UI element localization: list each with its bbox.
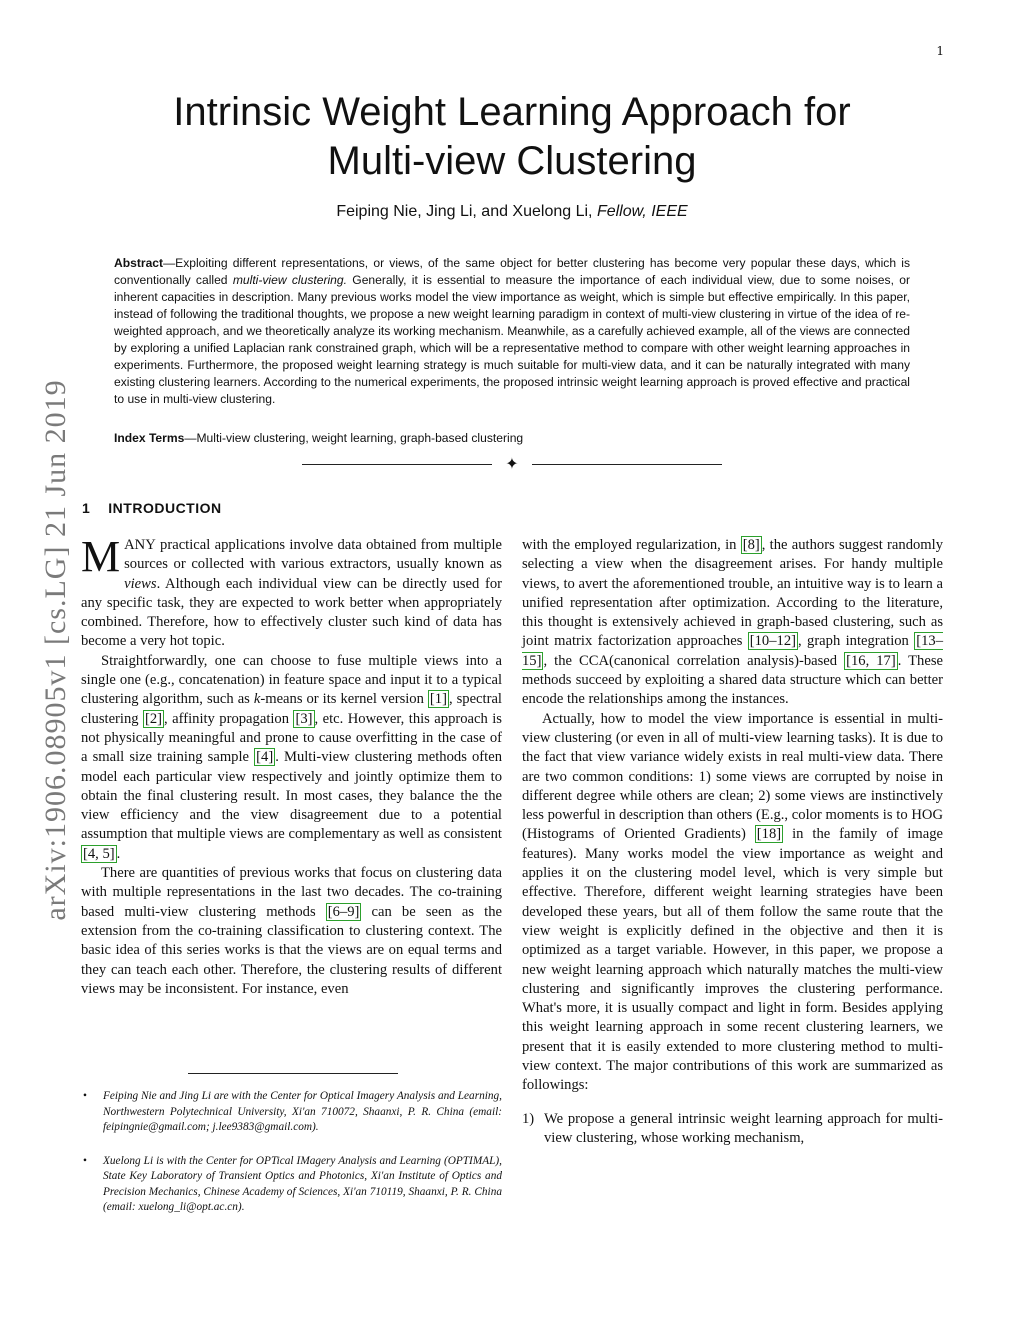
text: There are quantities of previous works that focus on clustering data with multiple representations in the last two decades. The co-training based multi-view clustering methods <box>81 865 502 920</box>
footnotes <box>81 1089 502 1234</box>
text: , the authors suggest randomly selecting a view when the disagreement arises. For handy multiple views, to avert the aforementioned trouble, an intuitive way is to learn a unified representation after optimization. According to the literature, this thought is extensively achieved in graph-based clustering, such as joint matrix factorization approaches <box>522 537 943 650</box>
math-k: k <box>253 691 261 708</box>
text: . Although each individual view can be directly used for any specific task, they are expected to work better when appropriately combined. Therefore, how to effectively cluster such kind of data has become a very hot topic. <box>81 575 502 650</box>
citation-link[interactable]: [2] <box>145 710 163 727</box>
abstract <box>114 255 910 408</box>
text: Straightforwardly, one can choose to fuse multiple views into a single one (e.g., concatenation) in feature space and input it to a typical clustering algorithm, such as <box>81 652 502 708</box>
text: , etc. However, this approach is not physically meaningful and prone to cause overfitting in the case of a small size training sample <box>81 710 502 766</box>
footnote-2 <box>81 1154 502 1216</box>
index-terms <box>114 430 910 447</box>
title-line-2: Multi-view Clustering <box>327 138 697 183</box>
text: We propose a general intrinsic weight learning approach for multi-view clustering, whose working mechanism, <box>544 1110 943 1146</box>
page-number: 1 <box>936 44 944 58</box>
text: , the CCA(canonical correlation analysis)-based <box>543 652 845 669</box>
intro-paragraph-4 <box>522 536 943 710</box>
citation-link[interactable]: [16, 17] <box>846 652 896 669</box>
right-column <box>522 536 943 1148</box>
bullet-icon: • <box>83 1090 87 1102</box>
arxiv-stamp[interactable]: arXiv:1906.08905v1 [cs.LG] 21 Jun 2019 <box>39 379 72 921</box>
author-affiliation: Fellow, IEEE <box>596 203 688 220</box>
bullet-icon: • <box>83 1154 87 1167</box>
author-names: Feiping Nie, Jing Li, and Xuelong Li, <box>336 203 593 220</box>
text: Actually, how to model the view importance is essential in multi-view clustering (or even in all of multi-view learning tasks). It is due to the fact that view variance widely exists in real multi-view data. There are two common conditions: 1) some views are corrupted by noise in different degree while others are clean; 2) some views are instinctively less powerful in description than others (E.g., color moments is to HOG (Histograms of Oriented Gradients) <box>522 710 943 843</box>
abstract-text-1: —Exploiting different representations, or views, of the same object for better clustering has become very popular these days, which is conventionally called <box>114 256 910 287</box>
intro-paragraph-1 <box>81 532 502 652</box>
text: , spectral clustering <box>81 691 502 727</box>
section-divider <box>302 456 722 472</box>
divider-line-right <box>532 464 722 465</box>
intro-paragraph-3 <box>81 864 502 999</box>
left-column <box>81 532 502 999</box>
citation-link[interactable]: [4, 5] <box>83 845 115 862</box>
text: , affinity propagation <box>164 710 294 727</box>
dropcap: M <box>81 532 121 581</box>
section-heading <box>82 500 222 516</box>
text: practical applications involve data obtained from multiple sources or collected with various extractors, usually known as <box>124 537 502 573</box>
text: with the employed regularization, in <box>522 537 741 553</box>
citation-link[interactable]: [6–9] <box>327 903 360 920</box>
citation-link[interactable]: [3] <box>295 710 313 727</box>
intro-paragraph-2 <box>81 652 502 864</box>
section-title: INTRODUCTION <box>108 500 222 516</box>
footnote-text: Feiping Nie and Jing Li are with the Center for Optical Imagery Analysis and Learning, Northwestern Polytechnical University, Xi'an 710072, Shaanxi, P. R. China (email: feipingnie@gmail.com; j.lee9383@gmail.com). <box>103 1090 502 1133</box>
footnote-text: Xuelong Li is with the Center for OPTical IMagery Analysis and Learning (OPTIMAL), State Key Laboratory of Transient Optics and Photonics, Xi'an Institute of Optics and Precision Mechanics, Chinese Academy of Sciences, Xi'an 710119, Shaanxi, P. R. China (email: xuelong_li@opt.ac.cn). <box>103 1154 502 1213</box>
paper-title <box>0 88 1024 186</box>
contribution-item-1 <box>522 1110 943 1149</box>
citation-link[interactable]: [13–15] <box>522 633 943 669</box>
footnote-rule <box>188 1073 398 1074</box>
text: in the family of image features). Many works model the view importance as weight and applies it on the clustering model level, which is very simple but effective. Therefore, different weight learning strategies have been developed these years, but all of them follow the same route that the view weight is explicitly defined in the objective and then it is optimized as a target variable. However, in this paper, we propose a new weight learning approach which naturally matches the multi-view clustering and significantly improves the clustering performance. What's more, it is usually compact and light in form. Besides applying this weight learning approach in some recent clustering learners, we present that it is easily extended to more clustering method to multi-view context. The major contributions of this work are summarized as followings: <box>522 826 943 1094</box>
footnote-1 <box>81 1089 502 1136</box>
citation-link[interactable]: [18] <box>756 826 782 843</box>
text: -means or its kernel version <box>260 691 428 708</box>
divider-line-left <box>302 464 492 465</box>
authors <box>0 203 1024 221</box>
text: can be seen as the extension from the co-training classification to clustering context. The basic idea of this series works is that the views are on equal terms and they can teach each other. Therefore, the clustering results of different views may be inconsistent. For instance, even <box>81 903 502 997</box>
text: , graph integration <box>797 633 915 650</box>
small-caps-word: ANY <box>124 537 156 553</box>
divider-star-icon: ✦ <box>505 454 519 473</box>
section-number: 1 <box>82 500 91 516</box>
abstract-emphasis: multi-view clustering. <box>232 273 347 287</box>
list-index: 1) <box>522 1110 535 1127</box>
index-terms-label: Index Terms <box>114 431 185 445</box>
text: . These methods succeed by exploiting a shared data structure which can better encode the relationships among the instances. <box>522 652 943 708</box>
intro-paragraph-5 <box>522 710 943 1096</box>
abstract-text-2: Generally, it is essential to measure the importance of each individual view, due to some noises, or inherent capacities in description. Many previous works model the view importance as weight, which is simple but effective empirically. In this paper, instead of following the traditional thoughts, we propose a new weight learning paradigm in context of multi-view clustering in virtue of the idea of re-weighted approach, and we theoretically analyze its working mechanism. Meanwhile, as a carefully achieved example, all of the views are connected by exploring a unified Laplacian rank constrained graph, which will be a representative method to compare with other weight learning approaches in experiments. Furthermore, the proposed weight learning strategy is much suitable for multi-view data, and it can be naturally integrated with many existing clustering learners. According to the numerical experiments, the proposed intrinsic weight learning approach is proved effective and practical to use in multi-view clustering. <box>114 273 910 406</box>
citation-link[interactable]: [4] <box>256 749 274 766</box>
abstract-label: Abstract <box>114 256 164 270</box>
citation-link[interactable]: [1] <box>429 691 447 708</box>
text: . Multi-view clustering methods often model each particular view respectively and jointly optimize them to obtain the final clustering result. In most cases, they balance the the view efficiency and the view disagreement due to a potential assumption that multiple views are complementary as well as consistent <box>81 749 502 843</box>
text: . <box>116 845 121 862</box>
index-terms-text: —Multi-view clustering, weight learning, graph-based clustering <box>184 431 524 445</box>
citation-link[interactable]: [8] <box>742 537 760 553</box>
emphasis: views <box>124 575 157 592</box>
title-line-1: Intrinsic Weight Learning Approach for <box>173 90 851 134</box>
citation-link[interactable]: [10–12] <box>749 633 796 650</box>
